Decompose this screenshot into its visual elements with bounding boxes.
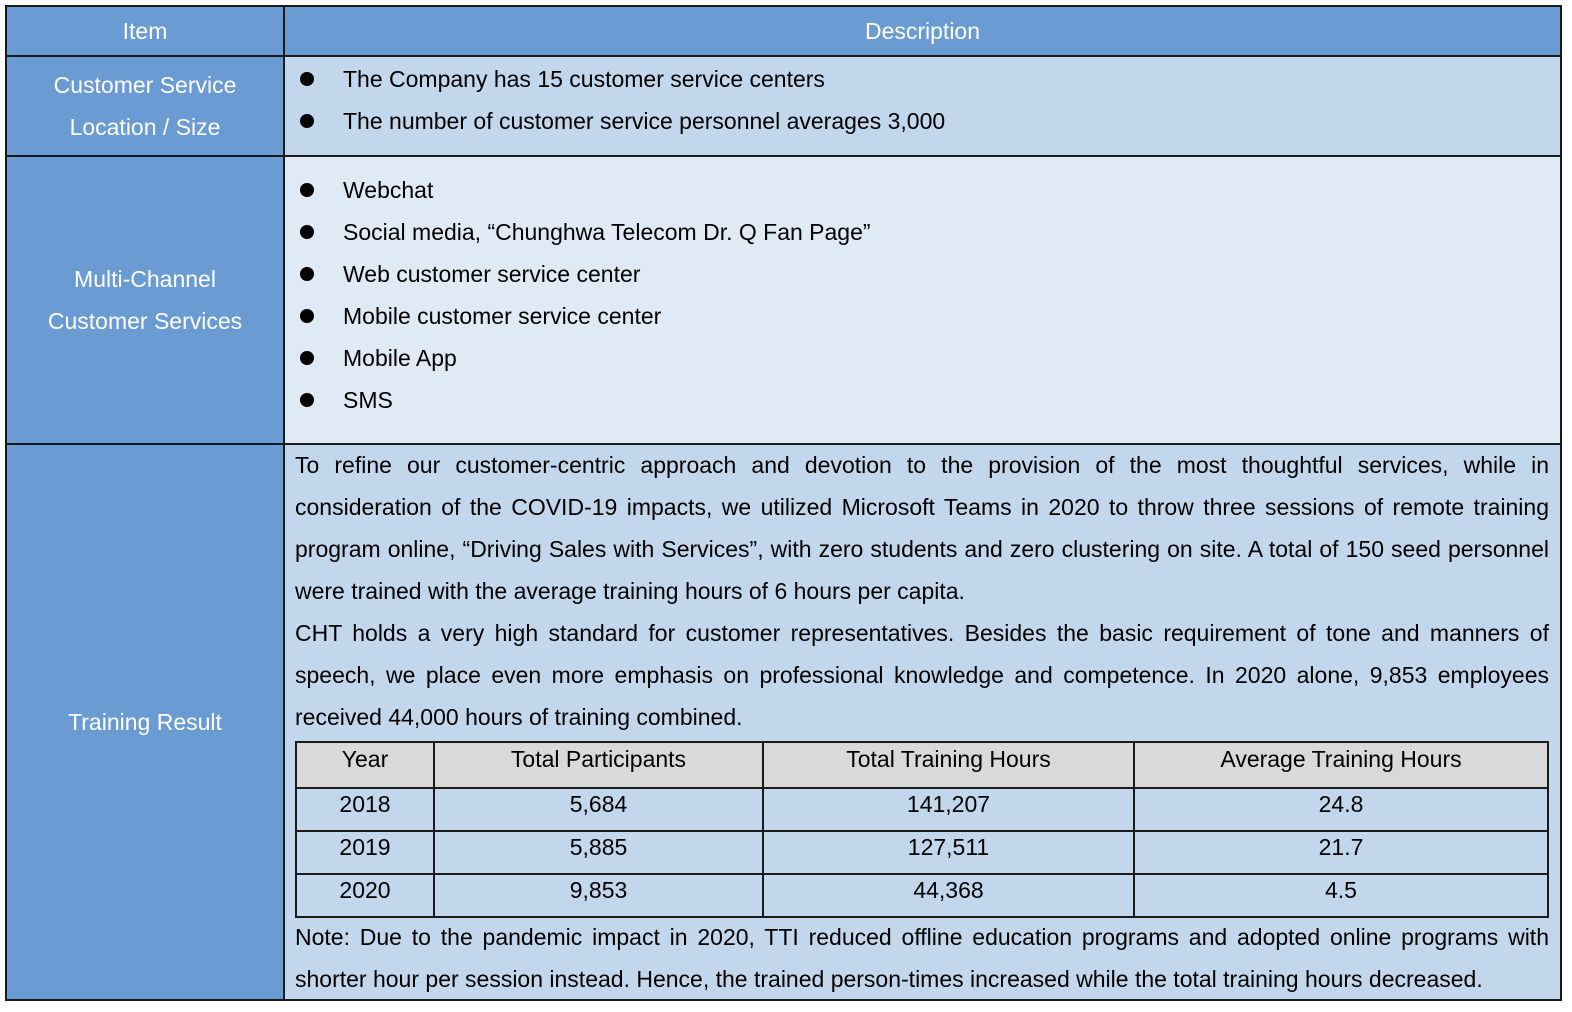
- channels-label-line1: Multi-Channel: [74, 266, 216, 292]
- table-cell: 4.5: [1134, 874, 1548, 917]
- table-cell: 24.8: [1134, 788, 1548, 831]
- column-header-total-hours: Total Training Hours: [763, 742, 1134, 788]
- header-description-label: Description: [864, 17, 981, 44]
- table-cell: 2018: [296, 788, 434, 831]
- column-header-year: Year: [296, 742, 434, 788]
- list-item: Webchat: [297, 169, 871, 211]
- list-item: Web customer service center: [297, 253, 871, 295]
- location-label-line2: Location / Size: [69, 114, 221, 140]
- training-label-cell: [7, 445, 285, 999]
- bullet-icon: [300, 351, 314, 365]
- location-description-cell: [285, 57, 1560, 155]
- list-item: SMS: [297, 379, 871, 421]
- bullet-icon: [300, 114, 314, 128]
- table-cell: 5,885: [434, 831, 763, 874]
- channels-label-cell: [7, 157, 285, 443]
- bullet-icon: [300, 267, 314, 281]
- bullet-icon: [300, 393, 314, 407]
- table-cell: 5,684: [434, 788, 763, 831]
- header-item-label: Item: [122, 18, 168, 44]
- list-item: The number of customer service personnel averages 3,000: [297, 100, 945, 142]
- list-item: Social media, “Chunghwa Telecom Dr. Q Fan Page”: [297, 211, 871, 253]
- table-cell: 9,853: [434, 874, 763, 917]
- table-cell: 44,368: [763, 874, 1134, 917]
- table-row: [296, 831, 1548, 874]
- training-paragraph-1: To refine our customer-centric approach and devotion to the provision of the most thoughtful services, while in consideration of the COVID-19 impacts, we utilized Microsoft Teams in 2020 to throw three sessions of remote training program online, “Driving Sales with Services”, with zero students and zero clustering on site. A total of 150 seed personnel were trained with the average training hours of 6 hours per capita.: [295, 452, 1549, 604]
- training-stats-table: [295, 741, 1549, 918]
- training-description-cell: [285, 445, 1560, 999]
- table-row: [296, 788, 1548, 831]
- bullet-icon: [300, 72, 314, 86]
- channels-description-cell: [285, 157, 1560, 443]
- channels-bullet-list: [297, 169, 871, 421]
- column-header-average-hours: Average Training Hours: [1134, 742, 1548, 788]
- table-cell: 2020: [296, 874, 434, 917]
- bullet-icon: [300, 183, 314, 197]
- column-header-participants: Total Participants: [434, 742, 763, 788]
- location-label-line1: Customer Service: [53, 72, 237, 98]
- training-label: Training Result: [68, 709, 222, 735]
- table-header-row: [296, 742, 1548, 788]
- location-label-cell: [7, 57, 285, 155]
- bullet-icon: [300, 309, 314, 323]
- list-item: The Company has 15 customer service centers: [297, 58, 945, 100]
- list-item: Mobile App: [297, 337, 871, 379]
- header-item-cell: [7, 7, 285, 55]
- training-note: Note: Due to the pandemic impact in 2020, TTI reduced offline education programs and adopted online programs with shorter hour per session instead. Hence, the trained person-times increased while the total training hours decreased.: [295, 924, 1549, 992]
- service-table: [5, 5, 1562, 1001]
- table-cell: 141,207: [763, 788, 1134, 831]
- list-item: Mobile customer service center: [297, 295, 871, 337]
- table-cell: 21.7: [1134, 831, 1548, 874]
- table-cell: 127,511: [763, 831, 1134, 874]
- table-row: [296, 874, 1548, 917]
- table-cell: 2019: [296, 831, 434, 874]
- location-bullet-list: [297, 58, 945, 142]
- training-paragraph-2: CHT holds a very high standard for customer representatives. Besides the basic requirement of tone and manners of speech, we place even more emphasis on professional knowledge and competence. In 2020 alone, 9,853 employees received 44,000 hours of training combined.: [295, 620, 1549, 730]
- channels-label-line2: Customer Services: [47, 308, 243, 334]
- bullet-icon: [300, 225, 314, 239]
- header-description-cell: [285, 7, 1560, 55]
